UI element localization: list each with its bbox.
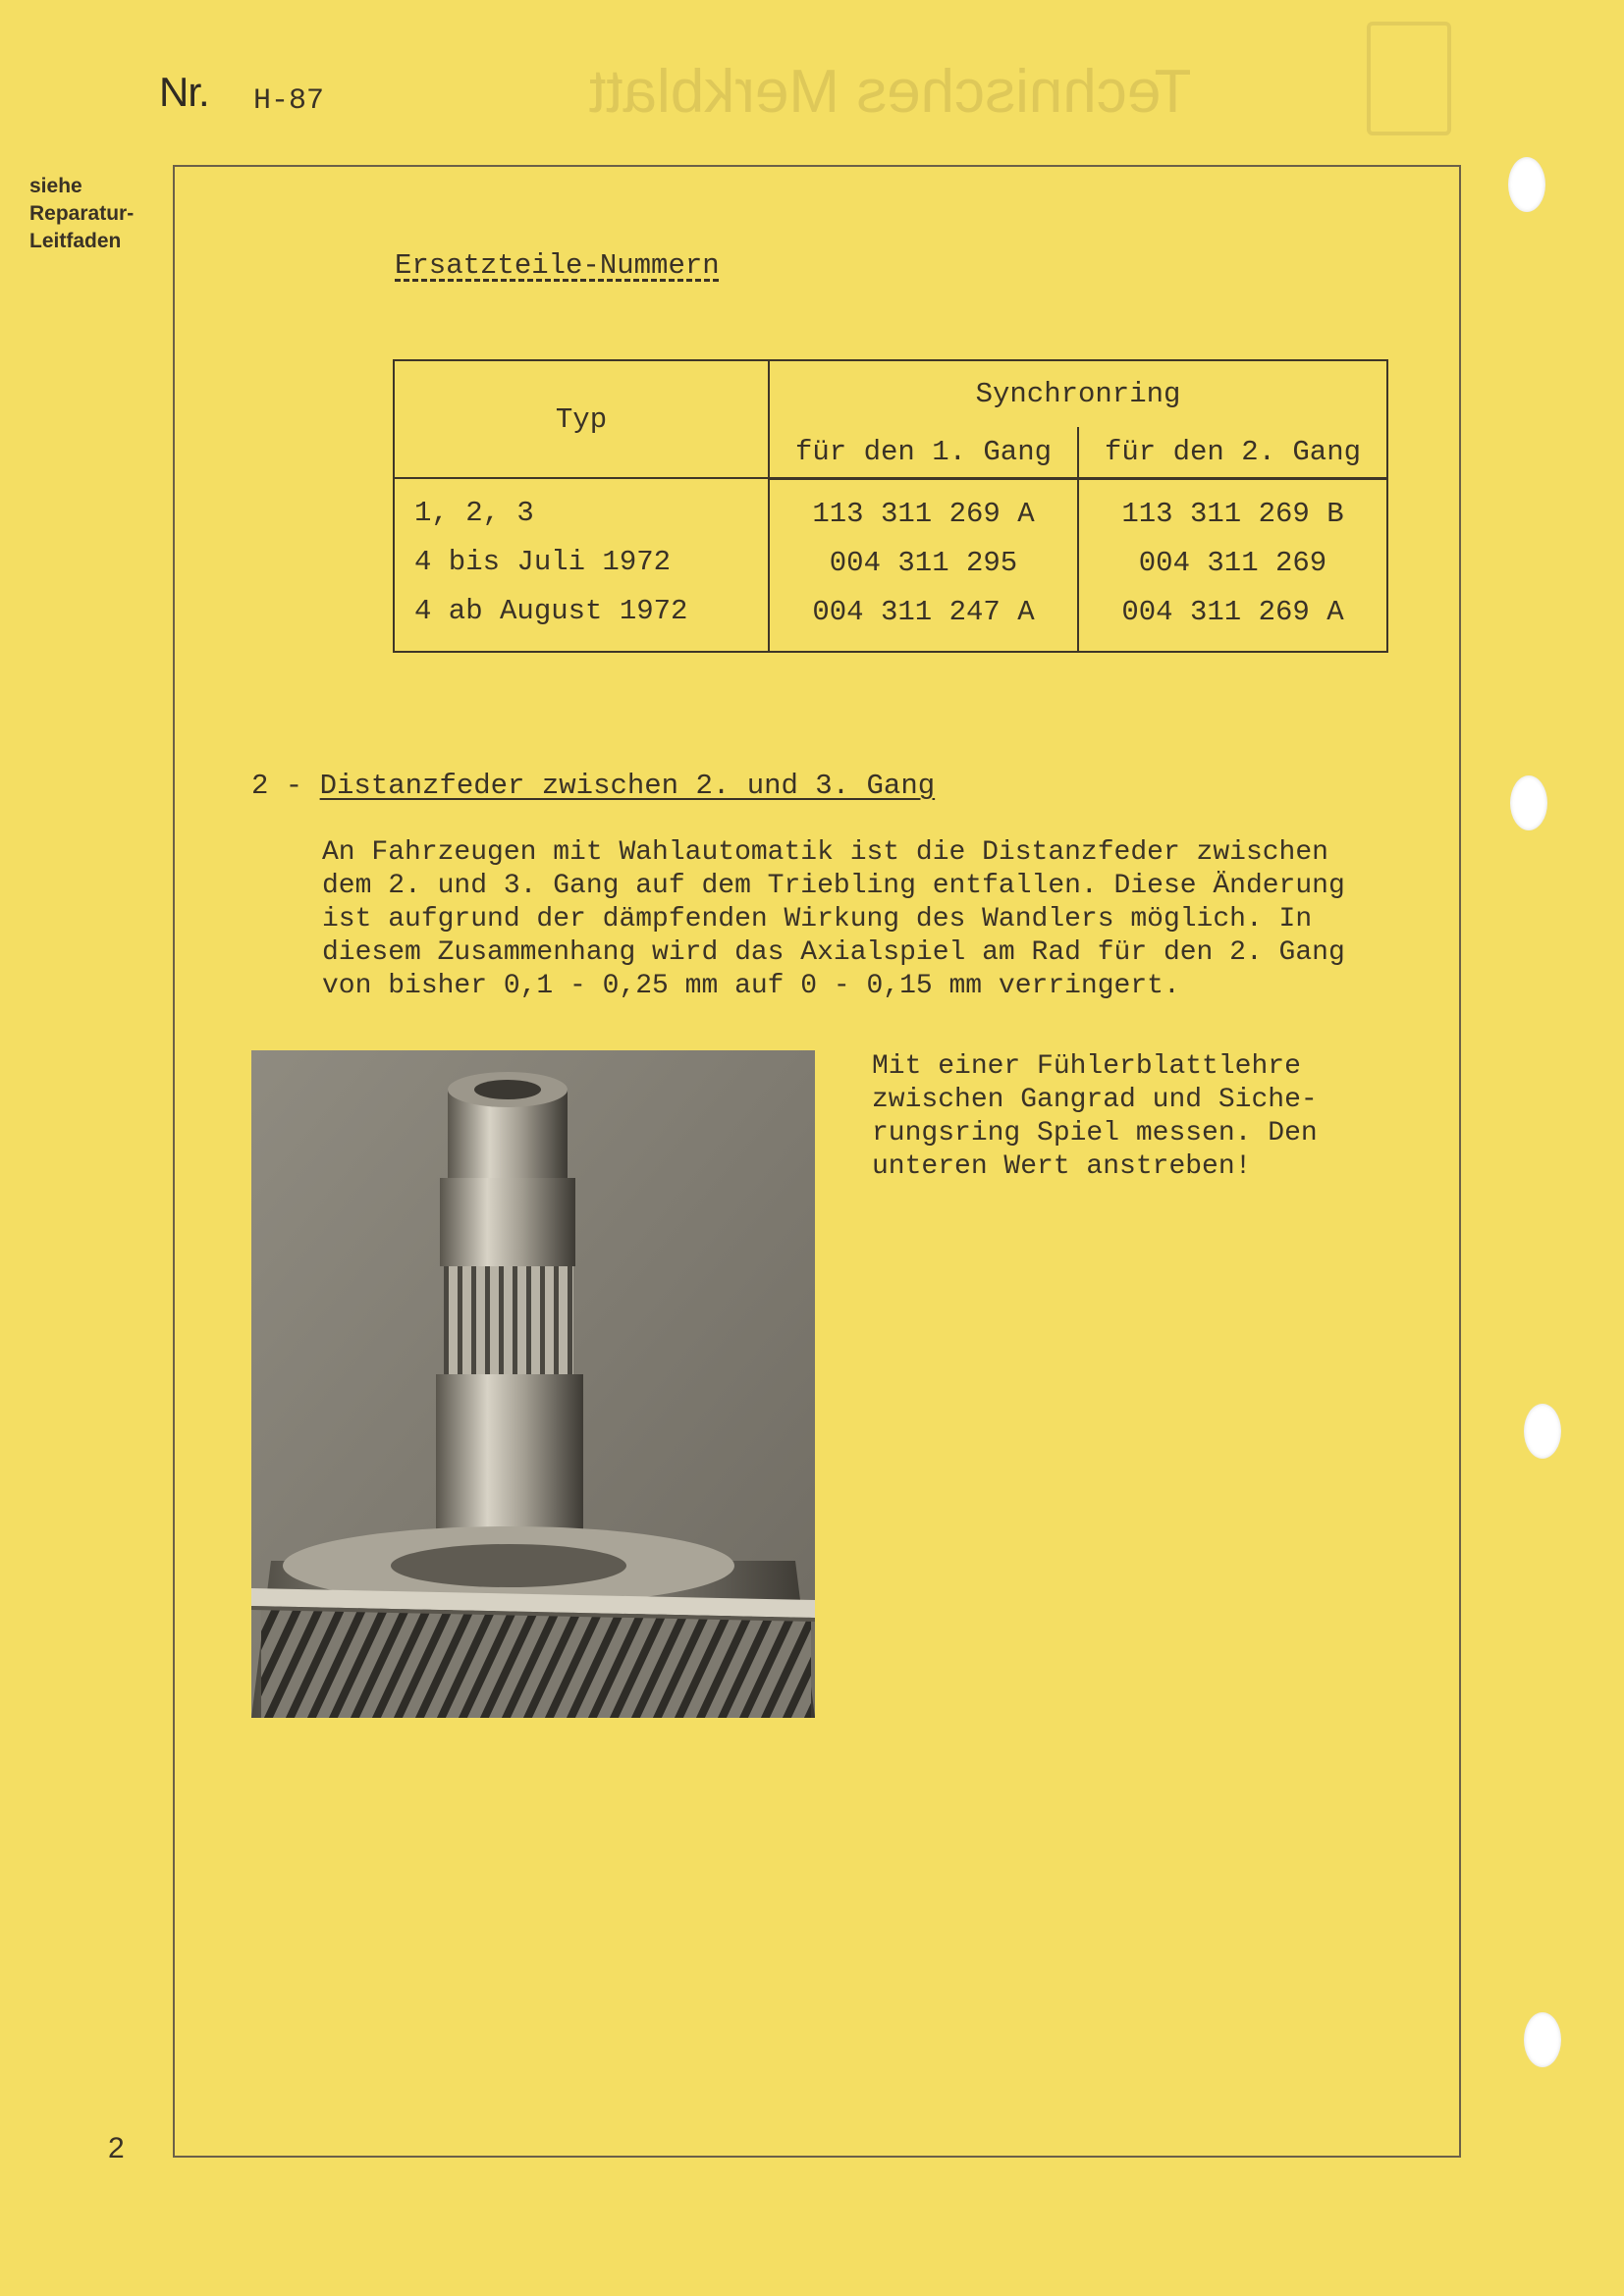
header-synchronring: Synchronring [769,360,1387,427]
table-body [394,478,1387,652]
gear-shaft-photo [251,1050,815,1718]
side-note-line: siehe [29,175,82,197]
body-line: diesem Zusammenhang wird das Axialspiel am Rad für den 2. Gang [322,937,1345,968]
side-note [29,173,177,255]
show-through-title: Technisches Merkblatt [589,58,1192,126]
caption-line: Mit einer Fühlerblattlehre [872,1051,1301,1082]
table-cell: 004 311 295 [829,546,1018,579]
punch-hole [1524,1404,1561,1459]
gang2-column [1078,478,1387,652]
table-cell: 4 bis Juli 1972 [414,546,672,578]
header-typ: Typ [394,360,769,478]
punch-hole [1508,157,1545,212]
caption-line: unteren Wert anstreben! [872,1151,1252,1182]
body-line: von bisher 0,1 - 0,25 mm auf 0 - 0,15 mm verringert. [322,971,1180,1001]
number-label: Nr. [159,69,209,115]
body-line: ist aufgrund der dämpfenden Wirkung des Wandlers möglich. In [322,904,1313,934]
punch-hole [1510,775,1547,830]
table-cell: 004 311 247 A [812,595,1035,628]
header-gang1: für den 1. Gang [769,427,1078,478]
section-title: Ersatzteile-Nummern [395,249,720,282]
table-cell: 4 ab August 1972 [414,595,688,627]
side-note-line: Reparatur- [29,202,135,225]
caption-line: zwischen Gangrad und Siche- [872,1085,1318,1115]
page-number: 2 [108,2132,125,2164]
parts-table [393,359,1388,653]
item2-body [322,836,1451,1003]
body-line: dem 2. und 3. Gang auf dem Triebling entfallen. Diese Änderung [322,871,1345,901]
table-cell: 1, 2, 3 [414,497,534,529]
table-cell: 113 311 269 A [812,497,1035,530]
photo-caption [872,1050,1422,1184]
typ-column [394,478,769,652]
show-through-logo [1367,22,1451,135]
table-cell: 004 311 269 [1138,546,1327,579]
item2-prefix: 2 - [251,770,320,802]
caption-line: rungsring Spiel messen. Den [872,1118,1318,1148]
side-note-line: Leitfaden [29,230,122,252]
table-cell: 113 311 269 B [1121,497,1344,530]
item2-title: Distanzfeder zwischen 2. und 3. Gang [319,770,936,802]
punch-hole [1524,2012,1561,2067]
body-line: An Fahrzeugen mit Wahlautomatik ist die Distanzfeder zwischen [322,837,1328,868]
item2-heading [251,770,935,802]
table-cell: 004 311 269 A [1121,595,1344,628]
header-gang2: für den 2. Gang [1078,427,1387,478]
gang1-column [769,478,1078,652]
document-number: H-87 [253,84,325,118]
